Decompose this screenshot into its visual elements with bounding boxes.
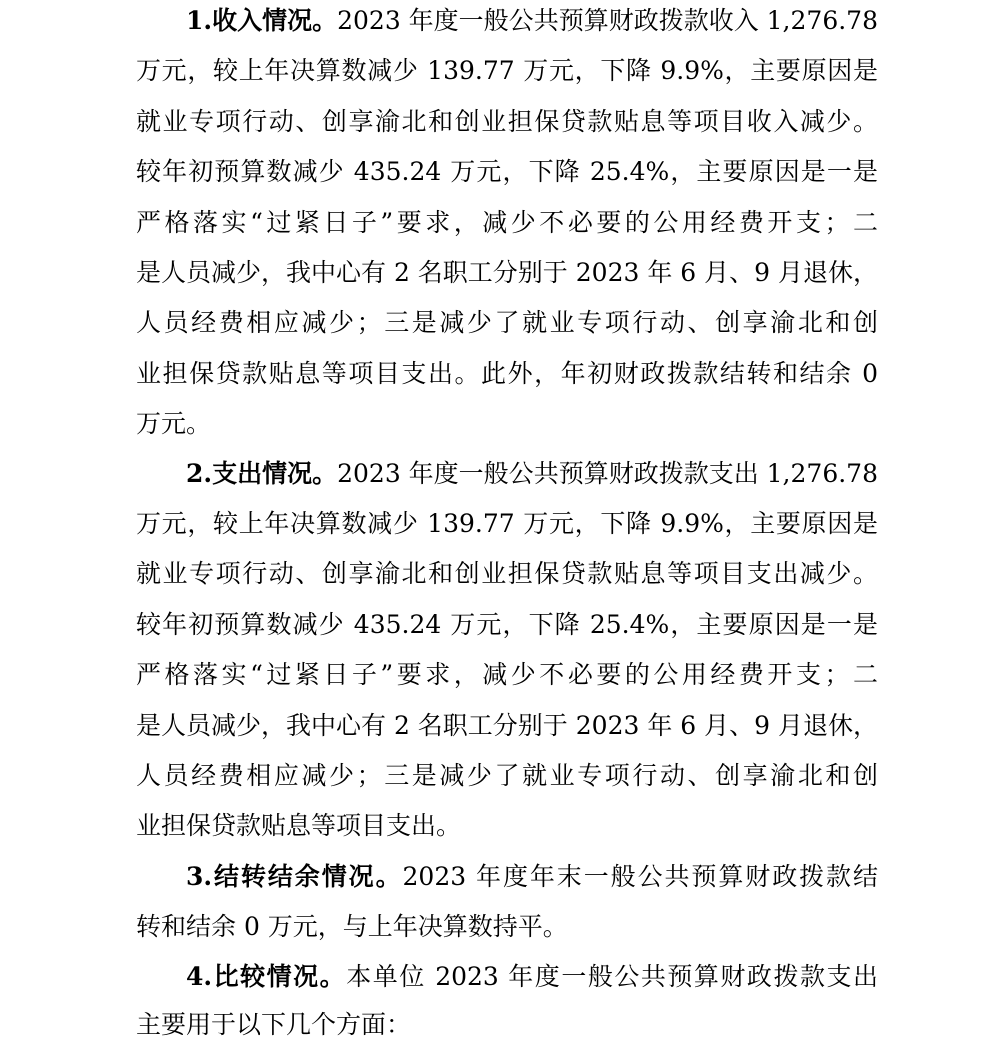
paragraph-line: 严格落实“过紧日子”要求，减少不必要的公用经费开支；二 xyxy=(136,208,878,237)
paragraph-line: 就业专项行动、创享渝北和创业担保贷款贴息等项目收入减少。 xyxy=(136,107,878,136)
paragraph-text: 2023 年度一般公共预算财政拨款收入 1,276.78 xyxy=(337,6,878,35)
paragraph-line: 万元。 xyxy=(136,409,212,438)
paragraph-line xyxy=(186,956,878,998)
paragraph-line xyxy=(186,453,878,495)
paragraph-line: 转和结余 0 万元，与上年决算数持平。 xyxy=(136,912,568,941)
paragraph-line: 就业专项行动、创享渝北和创业担保贷款贴息等项目支出减少。 xyxy=(136,559,878,588)
paragraph-line: 较年初预算数减少 435.24 万元，下降 25.4%，主要原因是一是 xyxy=(136,157,878,186)
paragraph-line xyxy=(186,856,878,898)
paragraph-text: 2023 年度年末一般公共预算财政拨款结 xyxy=(402,862,878,891)
paragraph-line: 是人员减少，我中心有 2 名职工分别于 2023 年 6 月、9 月退休， xyxy=(136,711,878,740)
section-heading: 2.支出情况。 xyxy=(186,459,338,488)
paragraph-line: 业担保贷款贴息等项目支出。此外，年初财政拨款结转和结余 0 xyxy=(136,359,878,388)
section-heading: 1.收入情况。 xyxy=(186,6,338,35)
paragraph-line: 业担保贷款贴息等项目支出。 xyxy=(136,811,462,840)
paragraph-line: 人员经费相应减少；三是减少了就业专项行动、创享渝北和创 xyxy=(136,761,878,790)
paragraph-line: 主要用于以下几个方面： xyxy=(136,1010,412,1039)
paragraph-line xyxy=(186,0,878,42)
paragraph-line: 人员经费相应减少；三是减少了就业专项行动、创享渝北和创 xyxy=(136,308,878,337)
section-heading: 4.比较情况。 xyxy=(186,962,347,991)
section-heading: 3.结转结余情况。 xyxy=(186,862,403,891)
paragraph-line: 较年初预算数减少 435.24 万元，下降 25.4%，主要原因是一是 xyxy=(136,610,878,639)
paragraph-line: 是人员减少，我中心有 2 名职工分别于 2023 年 6 月、9 月退休， xyxy=(136,258,878,287)
paragraph-line: 严格落实“过紧日子”要求，减少不必要的公用经费开支；二 xyxy=(136,660,878,689)
paragraph-text: 本单位 2023 年度一般公共预算财政拨款支出 xyxy=(346,962,878,991)
paragraph-line: 万元，较上年决算数减少 139.77 万元，下降 9.9%，主要原因是 xyxy=(136,509,878,538)
paragraph-line: 万元，较上年决算数减少 139.77 万元，下降 9.9%，主要原因是 xyxy=(136,56,878,85)
paragraph-text: 2023 年度一般公共预算财政拨款支出 1,276.78 xyxy=(337,459,878,488)
